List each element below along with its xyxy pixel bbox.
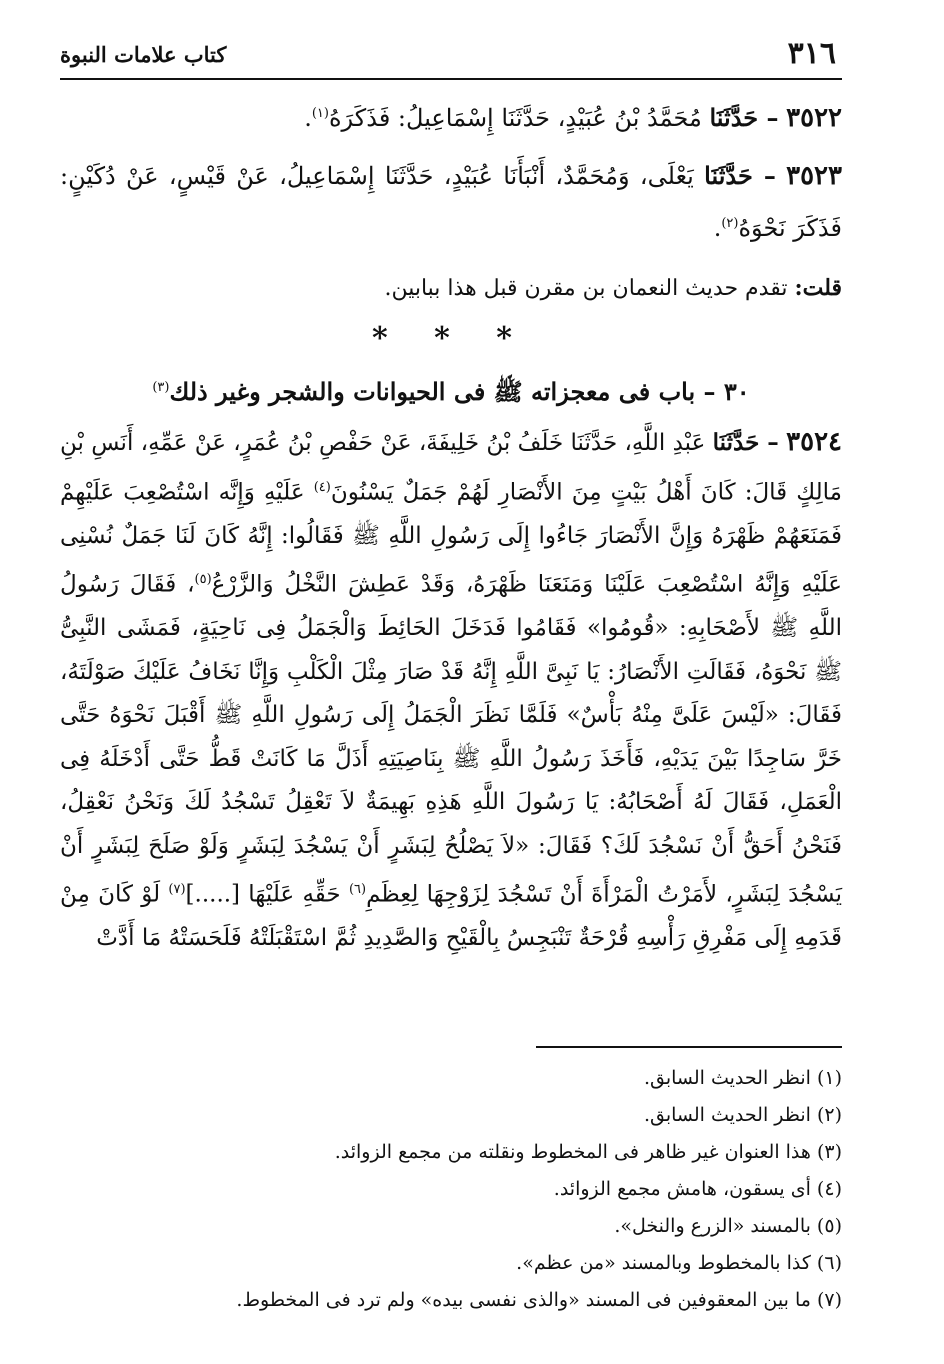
footnotes <box>60 1060 842 1319</box>
hadith-number: ٣٥٢٣ <box>786 161 842 191</box>
hadith-text-part1: عَبْدِ اللَّهِ، حَدَّثَنَا خَلَفُ بْنُ خَلِيفَةَ، عَنْ حَفْصِ بْنُ عُمَرٍ، عَنْ عَمِّهِ، أَنَسِ بْنِ مَالِكٍ قَالَ: كَانَ أَهْلُ بَيْتٍ مِنَ الأَنْصَارِ لَهُمْ جَمَلٌ يَسْنُونَ <box>60 430 842 506</box>
section-title-text: ٣٠ – باب فى معجزاته ﷺ فى الحيوانات والشجر وغير ذلك <box>169 377 750 406</box>
page-content <box>60 90 842 961</box>
hadith-text-part2: عَلَيْهِ وَإِنَّه اسْتُصْعِبَ عَلَيْهِمْ فَمَنَعَهُمْ ظَهْرَهُ وَإِنَّ الأَنْصَارَ جَاءُوا إِلَى رَسُولِ اللَّهِ ﷺ فَقَالُوا: إِنَّهُ كَانَ لَنَا جَمَلٌ نُسْنِى عَلَيْهِ وَإِنَّهُ اسْتُصْعِبَ عَلَيْنَا وَمَنَعَنَا ظَهْرَهُ، وَقَدْ عَطِشَ النَّخْلُ وَالزَّرْعُ <box>60 479 842 598</box>
hadith-text-part4: حَقِّهِ عَلَيْهَا [.....] <box>185 881 341 908</box>
footnote-divider <box>536 1046 842 1048</box>
footnote: (٢) انظر الحديث السابق. <box>643 1104 842 1126</box>
section-separator: * * * <box>372 321 530 356</box>
book-page <box>60 34 842 1334</box>
footnote-ref: (٦) <box>348 882 367 898</box>
hadith-text-part3: ، فَقَالَ رَسُولُ اللَّهِ ﷺ لأَصْحَابِهِ: «قُومُوا» فَقَامُوا فَدَخَلَ الحَائِطَ وَالْجَمَلُ فِى نَاحِيَةٍ، فَمَشَى النَّبِىُّ ﷺ نَحْوَهُ، فَقَالَتِ الأَنْصَارُ: يَا نَبِىَّ اللَّهِ إِنَّهُ قَدْ صَارَ مِثْلَ الْكَلْبِ وَإِنَّا نَخَافُ عَلَيْكَ صَوْلَتَهُ، فَقَالَ: «لَيْسَ عَلَىَّ مِنْهُ بَأْسٌ» فَلَمَّا نَظَرَ الْجَمَلُ إِلَى رَسُولِ اللَّهِ ﷺ أَقْبَلَ نَحْوَهُ حَتَّى خَرَّ سَاجِدًا بَيْنَ يَدَيْهِ، فَأَخَذَ رَسُولُ اللَّهِ ﷺ بِنَاصِيَتِهِ أَذَلَّ مَا كَانَتْ قَطُّ حَتَّى أَدْخَلَهُ فِى الْعَمَلِ، فَقَالَ لَهُ أَصْحَابُهُ: يَا رَسُولَ اللَّهِ هَذِهِ بَهِيمَةٌ لاَ تَعْقِلُ تَسْجُدُ لَكَ وَنَحْنُ نَعْقِلُ، فَنَحْنُ أَحَقُّ أَنْ نَسْجُدَ لَكَ؟ فَقَالَ: «لاَ يَصْلُحُ لِبَشَرٍ أَنْ يَسْجُدَ لِبَشَرٍ وَلَوْ صَلَحَ لِبَشَرٍ أَنْ يَسْجُدَ لِبَشَرٍ، لأَمَرْتُ الْمَرْأَةَ أَنْ تَسْجُدَ لِزَوْجِهَا لِعِظَمِ <box>60 571 843 908</box>
footnote: (٤) أى يسقون، هامش مجمع الزوائد. <box>553 1178 842 1200</box>
hadith-number: ٣٥٢٢ <box>786 103 842 133</box>
footnote: (١) انظر الحديث السابق. <box>643 1067 842 1089</box>
editor-note-lead: قلت: <box>794 275 842 301</box>
hadith-lead: – حَدَّثَنَا <box>709 103 779 132</box>
page-header <box>60 34 842 80</box>
hadith-end: . <box>713 214 722 242</box>
hadith-lead: – حَدَّثَنَا <box>712 429 779 456</box>
hadith-end: . <box>304 104 312 132</box>
footnote-ref: (٢) <box>721 216 739 231</box>
hadith-3522 <box>60 90 842 142</box>
hadith-number: ٣٥٢٤ <box>786 427 842 457</box>
footnote: (٧) ما بين المعقوفين فى المسند «والذى نفسى بيده» ولم ترد فى المخطوط. <box>236 1289 842 1311</box>
hadith-lead: – حَدَّثَنَا <box>704 161 776 190</box>
footnote: (٣) هذا العنوان غير ظاهر فى المخطوط ونقلته من مجمع الزوائد. <box>334 1141 842 1163</box>
footnote-ref: (٤) <box>313 479 331 495</box>
hadith-text: يَعْلَى، وَمُحَمَّدٌ، أَنْبَأَنَا عُبَيْدٍ، حَدَّثَنَا إِسْمَاعِيلُ، عَنْ قَيْسٍ، عَنْ دُكَيْنٍ: فَذَكَرَ نَحْوَهُ <box>60 162 842 242</box>
hadith-3523 <box>60 152 842 252</box>
page-number: ٣١٦ <box>787 36 836 71</box>
running-title: كتاب علامات النبوة <box>60 42 227 67</box>
hadith-text-part5: لَوْ كَانَ مِنْ قَدَمِهِ إِلَى مَفْرِقِ رَأْسِهِ قُرْحَةٌ تَنْبَجِسُ بِالْقَيْحِ وَالصَّدِيدِ ثُمَّ اسْتَقْبَلَتْهُ فَلَحَسَتْهُ مَا أَدَّتْ <box>60 881 842 952</box>
footnote-ref: (٣) <box>152 380 170 395</box>
footnote: (٥) بالمسند «الزرع والنخل». <box>614 1215 842 1237</box>
footnote: (٦) كذا بالمخطوط وبالمسند «من عظم». <box>516 1252 842 1274</box>
section-title <box>60 365 842 415</box>
footnote-ref: (٥) <box>194 572 212 588</box>
hadith-text: مُحَمَّدُ بْنُ عُبَيْدٍ، حَدَّثَنَا إِسْمَاعِيلُ: فَذَكَرَهُ <box>328 104 702 132</box>
footnote-ref: (١) <box>311 106 329 121</box>
editor-note-text: تقدم حديث النعمان بن مقرن قبل هذا ببابين. <box>384 276 788 301</box>
footnote-ref: (٧) <box>168 882 186 898</box>
hadith-3524 <box>60 421 842 961</box>
editor-note <box>60 268 842 309</box>
